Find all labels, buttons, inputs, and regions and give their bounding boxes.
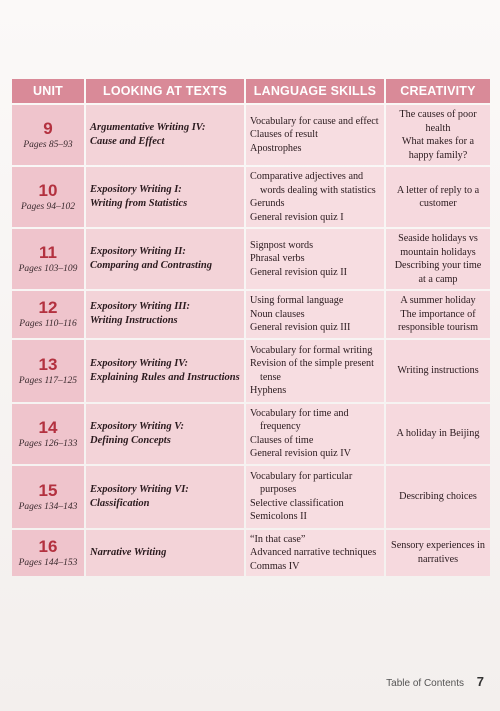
table-row	[12, 340, 490, 402]
skill-item: Semicolons II	[250, 511, 307, 522]
skill-item: General revision quiz III	[250, 322, 351, 333]
unit-number: 15	[38, 480, 58, 500]
creativity-item: A summer holiday	[400, 295, 476, 306]
table-row	[12, 466, 490, 528]
skill-item: Using formal language	[250, 295, 344, 306]
creativity-item: A holiday in Beijing	[396, 427, 480, 439]
creativity-item: A letter of reply to a customer	[396, 184, 480, 209]
text-title: Comparing and Contrasting	[90, 260, 212, 271]
text-title: Defining Concepts	[90, 434, 171, 446]
skill-item: Commas IV	[250, 560, 300, 572]
skill-item: Vocabulary for cause and effect	[250, 115, 379, 127]
unit-pages: Pages 85–93	[23, 140, 73, 150]
creativity-item: Describing your time at a camp	[394, 260, 482, 285]
language-skills-cell	[246, 105, 384, 165]
unit-number: 13	[38, 354, 58, 374]
skill-item: “In that case”	[250, 533, 306, 545]
looking-at-texts-cell	[86, 530, 244, 577]
unit-pages: Pages 144–153	[18, 557, 78, 568]
table-row	[12, 291, 490, 338]
table-row	[12, 105, 490, 165]
text-title: Writing from Statistics	[90, 198, 188, 209]
unit-cell	[12, 530, 84, 577]
language-skills-cell	[246, 466, 384, 528]
unit-pages: Pages 117–125	[18, 375, 78, 386]
skill-item: Apostrophes	[250, 142, 302, 154]
looking-at-texts-cell	[86, 229, 244, 289]
skill-item: Vocabulary for formal writing	[250, 344, 373, 356]
creativity-cell	[386, 340, 490, 402]
text-title: Cause and Effect	[90, 136, 165, 147]
unit-cell	[12, 404, 84, 464]
text-title: Writing Instructions	[90, 315, 178, 327]
unit-cell	[12, 291, 84, 338]
skill-item: Signpost words	[250, 239, 314, 251]
text-title: Expository Writing IV:	[90, 357, 189, 369]
skill-item: Vocabulary for time and frequency	[250, 407, 349, 432]
skill-item: General revision quiz I	[250, 211, 344, 223]
looking-at-texts-cell	[86, 167, 244, 227]
looking-at-texts-cell	[86, 291, 244, 338]
language-skills-cell	[246, 340, 384, 402]
creativity-item: Writing instructions	[397, 364, 479, 376]
creativity-cell	[386, 291, 490, 338]
skill-item: Selective classification	[250, 497, 344, 509]
language-skills-cell	[246, 404, 384, 464]
unit-number: 11	[39, 243, 57, 262]
unit-cell	[12, 167, 84, 227]
page-footer	[386, 674, 484, 689]
creativity-cell	[386, 167, 490, 227]
text-title: Classification	[90, 497, 150, 509]
creativity-cell	[386, 530, 490, 577]
skill-item: Hyphens	[250, 385, 287, 396]
skill-item: Comparative adjectives and words dealing with statistics	[250, 171, 376, 196]
text-title: Expository Writing V:	[90, 420, 184, 432]
skill-item: Gerunds	[250, 198, 285, 209]
table-row	[12, 404, 490, 464]
unit-cell	[12, 340, 84, 402]
skill-item: Advanced narrative techniques	[250, 547, 377, 558]
looking-at-texts-cell	[86, 105, 244, 165]
unit-cell	[12, 229, 84, 289]
skill-item: General revision quiz II	[250, 266, 348, 278]
language-skills-cell	[246, 291, 384, 338]
page-number: 7	[476, 674, 484, 689]
unit-number: 10	[38, 181, 58, 200]
table-row	[12, 530, 490, 577]
header-unit: UNIT	[12, 79, 84, 103]
creativity-item: The causes of poor health	[399, 109, 477, 134]
text-title: Expository Writing II:	[90, 246, 186, 257]
header-looking-at-texts: LOOKING AT TEXTS	[86, 79, 244, 103]
looking-at-texts-cell	[86, 466, 244, 528]
header-creativity: CREATIVITY	[386, 79, 490, 103]
skill-item: Noun clauses	[250, 308, 305, 320]
text-title: Expository Writing VI:	[90, 483, 189, 495]
skill-item: Vocabulary for particular purposes	[250, 470, 353, 495]
text-title: Argumentative Writing IV:	[90, 122, 206, 133]
skill-item: Clauses of result	[250, 129, 318, 141]
creativity-item: Describing choices	[399, 490, 477, 502]
text-title: Expository Writing I:	[90, 184, 182, 195]
language-skills-cell	[246, 530, 384, 577]
looking-at-texts-cell	[86, 404, 244, 464]
unit-number: 14	[38, 417, 58, 437]
unit-pages: Pages 110–116	[19, 319, 77, 330]
text-title: Explaining Rules and Instructions	[90, 371, 240, 383]
creativity-item: Sensory experiences in narratives	[391, 540, 485, 565]
skill-item: Phrasal verbs	[250, 253, 305, 265]
table-of-contents	[10, 77, 492, 578]
unit-number: 12	[38, 298, 58, 318]
table-row	[12, 167, 490, 227]
creativity-item: Seaside holidays vs mountain holidays	[398, 233, 478, 258]
language-skills-cell	[246, 229, 384, 289]
footer-label: Table of Contents	[386, 678, 464, 689]
skill-item: General revision quiz IV	[250, 448, 351, 459]
text-title: Expository Writing III:	[90, 301, 190, 313]
unit-pages: Pages 94–102	[20, 202, 76, 212]
header-language-skills: LANGUAGE SKILLS	[246, 79, 384, 103]
header-row	[12, 79, 490, 103]
creativity-item: What makes for a happy family?	[401, 136, 475, 161]
table-row	[12, 229, 490, 289]
looking-at-texts-cell	[86, 340, 244, 402]
unit-pages: Pages 126–133	[18, 438, 78, 449]
unit-pages: Pages 103–109	[18, 264, 78, 274]
creativity-cell	[386, 466, 490, 528]
creativity-cell	[386, 229, 490, 289]
unit-cell	[12, 466, 84, 528]
text-title: Narrative Writing	[90, 546, 167, 558]
unit-number: 16	[38, 536, 58, 556]
unit-number: 9	[43, 119, 53, 138]
creativity-cell	[386, 404, 490, 464]
language-skills-cell	[246, 167, 384, 227]
skill-item: Revision of the simple present tense	[250, 358, 374, 383]
creativity-cell	[386, 105, 490, 165]
unit-pages: Pages 134–143	[18, 501, 78, 512]
creativity-item: The importance of responsible tourism	[397, 308, 479, 333]
skill-item: Clauses of time	[250, 434, 314, 446]
unit-cell	[12, 105, 84, 165]
